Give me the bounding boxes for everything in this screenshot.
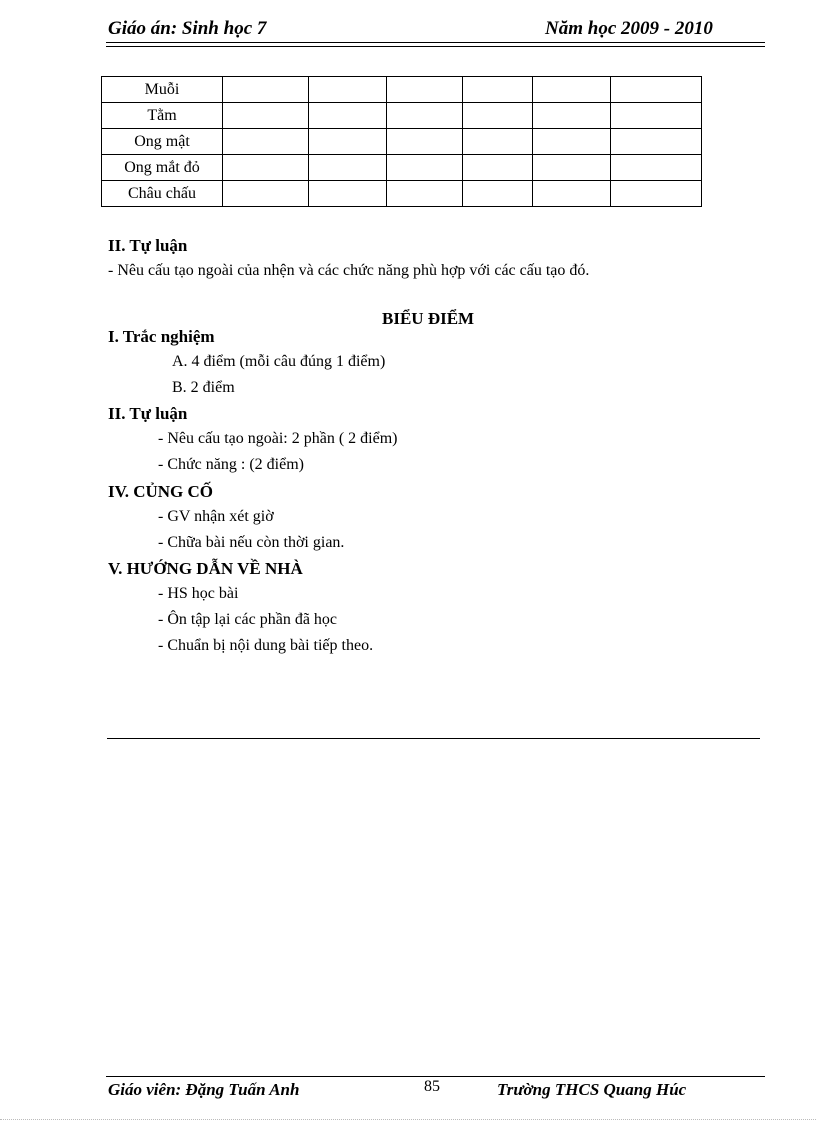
consolidation-item-1: - GV nhận xét giờ [158, 508, 274, 525]
empty-cell [611, 103, 702, 129]
empty-cell [463, 181, 533, 207]
essay-heading: II. Tự luận [108, 236, 188, 255]
table-row [102, 181, 702, 207]
scoring-essay-heading: II. Tự luận [108, 404, 188, 423]
empty-cell [223, 103, 309, 129]
scoring-essay-item-1: - Nêu cấu tạo ngoài: 2 phần ( 2 điểm) [158, 430, 398, 447]
section-divider [107, 738, 760, 739]
empty-cell [309, 129, 387, 155]
empty-cell [533, 181, 611, 207]
empty-cell [463, 129, 533, 155]
mc-part-b: B. 2 điểm [172, 379, 235, 396]
header-right: Năm học 2009 - 2010 [545, 18, 713, 39]
empty-cell [223, 77, 309, 103]
empty-cell [309, 155, 387, 181]
homework-item-2: - Ôn tập lại các phần đã học [158, 611, 338, 628]
consolidation-item-2: - Chữa bài nếu còn thời gian. [158, 534, 345, 551]
table-row [102, 103, 702, 129]
page-edge [0, 1119, 816, 1120]
mc-heading: I. Trắc nghiệm [108, 327, 215, 346]
empty-cell [223, 129, 309, 155]
species-name: Ong mật [102, 129, 223, 155]
empty-cell [309, 103, 387, 129]
page-number: 85 [424, 1078, 440, 1095]
empty-cell [387, 155, 463, 181]
empty-cell [533, 155, 611, 181]
empty-cell [533, 129, 611, 155]
answer-table [101, 76, 702, 207]
table-row [102, 129, 702, 155]
species-name: Châu chấu [102, 181, 223, 207]
empty-cell [387, 181, 463, 207]
mc-part-a: A. 4 điểm (mỗi câu đúng 1 điểm) [172, 353, 386, 370]
empty-cell [309, 181, 387, 207]
empty-cell [387, 129, 463, 155]
empty-cell [463, 103, 533, 129]
homework-item-1: - HS học bài [158, 585, 239, 602]
header-rule-thin [106, 46, 765, 47]
scoring-title: BIỂU ĐIỂM [382, 309, 475, 328]
species-name: Muỗi [102, 77, 223, 103]
homework-heading: V. HƯỚNG DẪN VỀ NHÀ [108, 559, 303, 578]
empty-cell [223, 181, 309, 207]
header-left: Giáo án: Sinh học 7 [108, 18, 267, 39]
footer-left: Giáo viên: Đặng Tuấn Anh [108, 1080, 300, 1099]
empty-cell [533, 77, 611, 103]
table-row [102, 77, 702, 103]
empty-cell [611, 129, 702, 155]
empty-cell [463, 155, 533, 181]
essay-question: - Nêu cấu tạo ngoài của nhện và các chức năng phù hợp với các cấu tạo đó. [108, 262, 590, 279]
empty-cell [387, 77, 463, 103]
empty-cell [533, 103, 611, 129]
table-row [102, 155, 702, 181]
footer-right: Trường THCS Quang Húc [497, 1080, 687, 1099]
empty-cell [223, 155, 309, 181]
empty-cell [611, 155, 702, 181]
consolidation-heading: IV. CỦNG CỐ [108, 482, 214, 501]
empty-cell [611, 77, 702, 103]
footer-rule [106, 1076, 765, 1077]
empty-cell [611, 181, 702, 207]
header-rule-thick [106, 42, 765, 43]
empty-cell [309, 77, 387, 103]
scoring-essay-item-2: - Chức năng : (2 điểm) [158, 456, 304, 473]
homework-item-3: - Chuẩn bị nội dung bài tiếp theo. [158, 637, 374, 654]
empty-cell [387, 103, 463, 129]
species-name: Tằm [102, 103, 223, 129]
empty-cell [463, 77, 533, 103]
species-name: Ong mắt đỏ [102, 155, 223, 181]
